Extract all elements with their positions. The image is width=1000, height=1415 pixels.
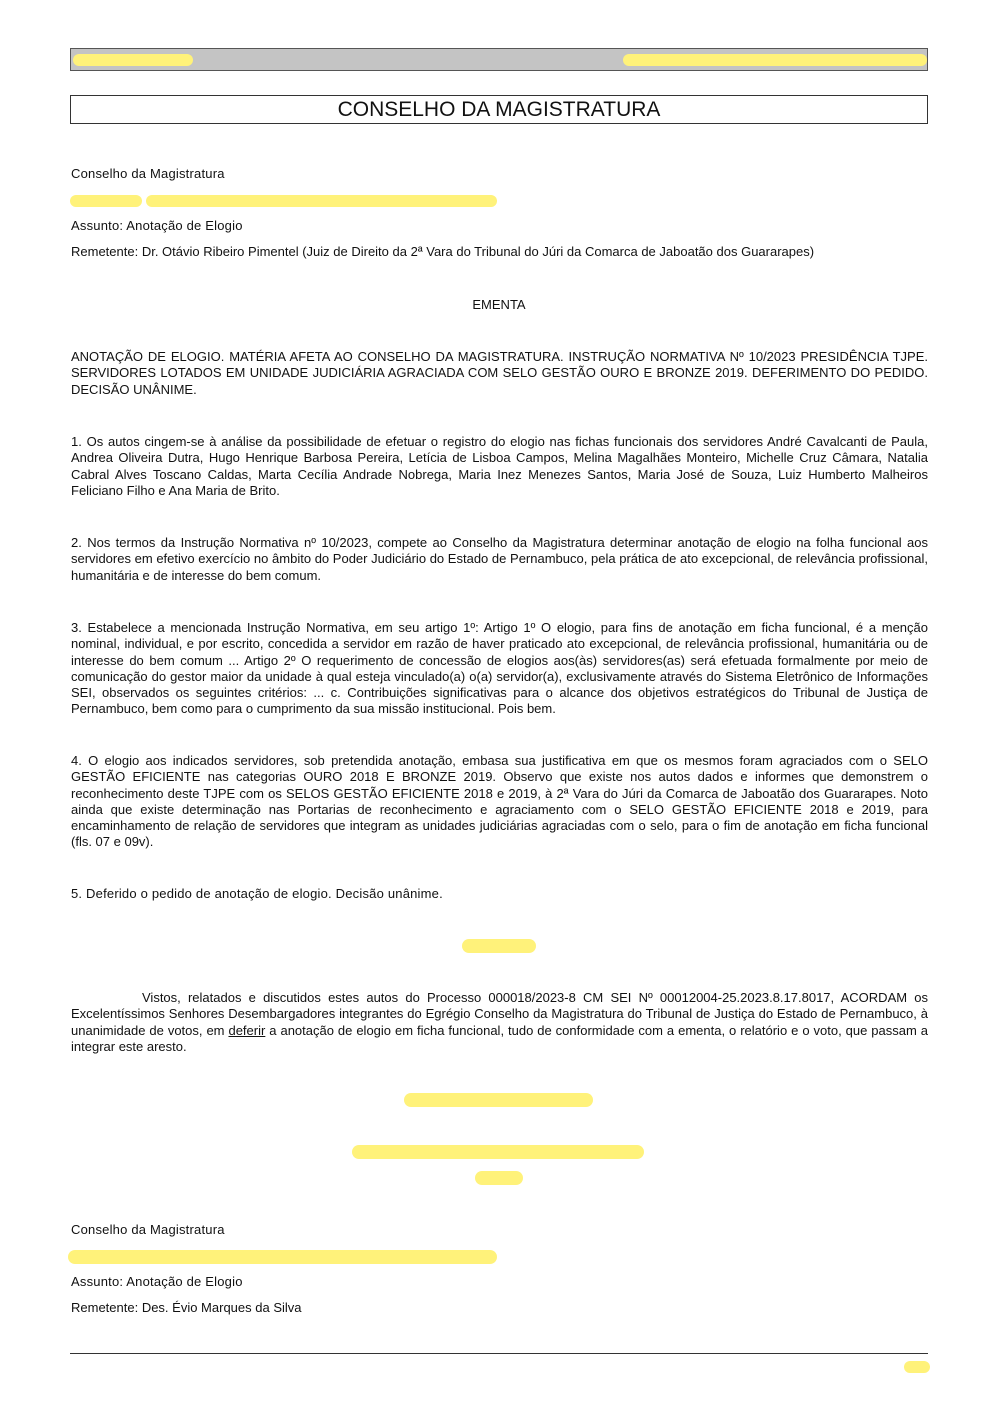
ementa-heading: EMENTA (472, 297, 526, 312)
footer-divider (70, 1353, 928, 1354)
sender-line: Remetente: Dr. Otávio Ribeiro Pimentel (Juiz de Direito da 2ª Vara do Tribunal do Júri da Comarca de Jaboatão dos Guararapes) (71, 244, 815, 259)
acordao-paragraph (71, 990, 928, 1055)
redacted-signature-line-1 (404, 1093, 593, 1107)
acordao-text-start: Vistos, relatados e discutidos estes autos do Processo 000018/2023-8 CM SEI Nº 00012004-25.2023.8.17.8017, ACORDAM os Excelentíssimos Senhores Desembargadores integrantes do Egrégio Conselho da Magistratura do Tribunal de Justiça do Estado de Pernambuco, à unanimidade de votos, em (71, 990, 928, 1038)
ementa-item-1: 1. Os autos cingem-se à análise da possibilidade de efetuar o registro do elogio nas fichas funcionais dos servidores André Cavalcanti de Paula, Andrea Oliveira Dutra, Hugo Henrique Barbosa Pereira, Letícia de Lisboa Campos, Melina Magalhães Monteiro, Michelle Cruz Câmara, Natalia Cabral Alves Toscano Caldas, Marta Cecília Andrade Nobrega, Maria Inez Menezes Santos, Maria José de Souza, Luiz Humberto Malheiros Feliciano Filho e Ana Maria de Brito. (71, 434, 928, 498)
redacted-signature-line-2 (352, 1145, 644, 1159)
sender-line-second: Remetente: Des. Évio Marques da Silva (71, 1300, 302, 1315)
subject-line-second: Assunto: Anotação de Elogio (71, 1274, 243, 1289)
redacted-header-left (73, 54, 193, 66)
acordao-text-end: a anotação de elogio em ficha funcional, tudo de conformidade com a ementa, o relatório e o voto, que passam a integrar este aresto. (71, 1022, 928, 1054)
redacted-header-right (623, 54, 927, 66)
ementa-item-2: 2. Nos termos da Instrução Normativa nº 10/2023, compete ao Conselho da Magistratura determinar anotação de elogio na folha funcional aos servidores em efetivo exercício no âmbito do Poder Judiciário do Estado de Pernambuco, pela prática de ato excepcional, de relevância profissional, humanitária e de interesse do bem comum. (71, 535, 928, 583)
org-name: Conselho da Magistratura (71, 166, 225, 181)
page-title: CONSELHO DA MAGISTRATURA (70, 95, 928, 124)
redacted-process-number-a (70, 195, 142, 207)
subject-line: Assunto: Anotação de Elogio (71, 218, 243, 233)
ementa-item-3: 3. Estabelece a mencionada Instrução Normativa, em seu artigo 1º: Artigo 1º O elogio, para fins de anotação em ficha funcional, é a menção nominal, individual, e por escrito, concedida a servidor em razão de haver praticado ato excepcional, de relevância profissional, humanitária ou de interesse do bem comum ... Artigo 2º O requerimento de concessão de elogios aos(às) servidores(as) será efetuada formalmente por meio de comunicação do gestor maior da unidade à qual esteja vinculado(a) o(a) servidor(a), exclusivamente através do Sistema Eletrônico de Informações SEI, observados os seguintes critérios: ... c. Contribuições significativas para o alcance dos objetivos estratégicos do Tribunal de Justiça de Pernambuco, bem como para o cumprimento da sua missão institucional. Pois bem. (71, 620, 928, 717)
redacted-process-number-b (146, 195, 497, 207)
redacted-page-number (904, 1361, 930, 1373)
redacted-process-number-second (68, 1250, 497, 1264)
ementa-item-5: 5. Deferido o pedido de anotação de elogio. Decisão unânime. (71, 886, 443, 901)
redacted-acordao-heading (462, 939, 536, 953)
ementa-item-4: 4. O elogio aos indicados servidores, sob pretendida anotação, embasa sua justificativa em que os mesmos foram agraciados com o SELO GESTÃO EFICIENTE nas categorias OURO 2018 E BRONZE 2019. Observo que existe nos autos dados e informes que demonstrem o reconhecimento deste TJPE com os SELOS GESTÃO EFICIENTE 2018 e 2019, à 2ª Vara do Júri da Comarca de Jaboatão dos Guararapes. Noto ainda que existe determinação nas Portarias de reconhecimento e agraciamento com o SELO GESTÃO EFICIENTE 2018 e 2019, para encaminhamento de relação de servidores que integram as unidades judiciárias agraciadas com o selo, para o fim de anotação em ficha funcional (fls. 07 e 09v). (71, 753, 928, 850)
ementa-summary: ANOTAÇÃO DE ELOGIO. MATÉRIA AFETA AO CONSELHO DA MAGISTRATURA. INSTRUÇÃO NORMATIVA Nº 10/2023 PRESIDÊNCIA TJPE. SERVIDORES LOTADOS EM UNIDADE JUDICIÁRIA AGRACIADA COM SELO GESTÃO OURO E BRONZE 2019. DEFERIMENTO DO PEDIDO. DECISÃO UNÂNIME. (71, 349, 928, 397)
acordao-decision-word: deferir (228, 1022, 266, 1038)
org-name-second: Conselho da Magistratura (71, 1222, 225, 1237)
redacted-signature-line-3 (475, 1171, 523, 1185)
